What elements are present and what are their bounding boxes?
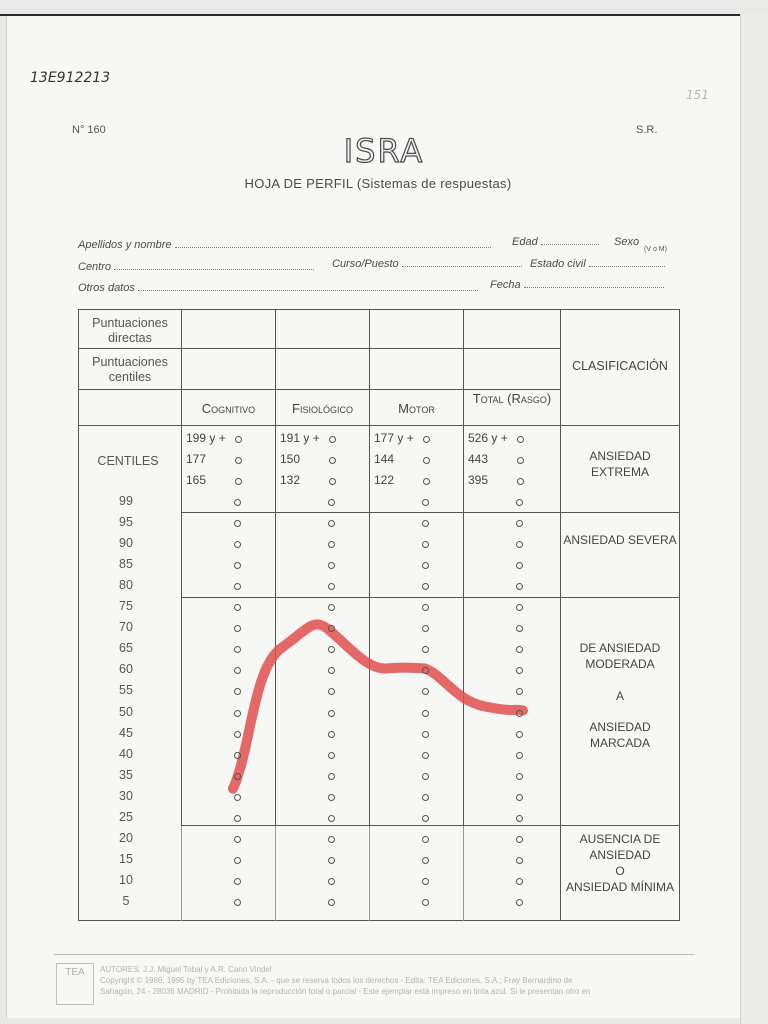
- age-label: Edad: [512, 236, 538, 248]
- class-to: A: [615, 689, 624, 703]
- name-label: Apellidos y nombre: [78, 239, 172, 251]
- scale-circle-cognitivo-35[interactable]: [234, 773, 241, 780]
- scale-circle-motor-50[interactable]: [422, 710, 429, 717]
- form-code: S.R.: [636, 124, 658, 136]
- profile-table: [78, 309, 680, 921]
- scale-circle-cognitivo-15[interactable]: [234, 857, 241, 864]
- raw-value-fisiologico-1: 150: [280, 452, 301, 466]
- centile-label-25: 25: [119, 809, 133, 824]
- centile-label-99: 99: [119, 494, 133, 508]
- column-total: Total (Rasgo): [472, 391, 552, 406]
- date-field[interactable]: [490, 279, 664, 291]
- scale-circle-total-raw-1[interactable]: [517, 457, 524, 464]
- scale-circle-fisiologico-50[interactable]: [328, 710, 335, 717]
- direct-scores-label: Puntuaciones directas: [92, 316, 168, 345]
- publisher-logo-text: TEA: [65, 967, 85, 978]
- raw-value-cognitivo-2: 165: [186, 473, 207, 487]
- scale-circle-cognitivo-10[interactable]: [234, 878, 241, 885]
- center-label: Centro: [78, 261, 112, 273]
- scale-circle-fisiologico-raw-1[interactable]: [329, 457, 336, 464]
- scale-circle-fisiologico-20[interactable]: [328, 836, 335, 843]
- civil-status-field[interactable]: [530, 258, 665, 270]
- scan-edge: [0, 14, 768, 16]
- centile-label-40: 40: [119, 746, 133, 761]
- scale-circle-cognitivo-raw-1[interactable]: [235, 457, 242, 464]
- scale-circle-motor-raw-2[interactable]: [423, 478, 430, 485]
- scale-circle-total-50[interactable]: [516, 710, 523, 717]
- centile-label-85: 85: [119, 557, 133, 572]
- column-cognitivo: Cognitivo: [201, 401, 256, 416]
- class-severe: ANSIEDAD SEVERA: [563, 533, 677, 547]
- class-absence: AUSENCIA DE ANSIEDAD: [579, 832, 661, 862]
- class-or: O: [615, 864, 625, 878]
- scale-circle-cognitivo-raw-0[interactable]: [235, 436, 242, 443]
- raw-value-total-0: 526 y +: [468, 431, 508, 445]
- handwritten-id: 13E912213: [30, 70, 111, 86]
- scale-circle-motor-30[interactable]: [422, 794, 429, 801]
- centiles-label: CENTILES: [97, 454, 159, 468]
- footer-authors: AUTORES: J.J. Miguel Tobal y A.R. Cano Vindel: [100, 965, 272, 974]
- raw-value-cognitivo-1: 177: [186, 452, 207, 466]
- handwritten-corner-note: 151: [686, 88, 709, 102]
- centile-label-20: 20: [119, 830, 133, 845]
- scale-circle-motor-25[interactable]: [422, 815, 429, 822]
- scale-circle-motor-95[interactable]: [422, 520, 429, 527]
- raw-value-motor-1: 144: [374, 452, 395, 466]
- page-subtitle: HOJA DE PERFIL (Sistemas de respuestas): [244, 176, 512, 191]
- course-field[interactable]: [332, 258, 522, 270]
- scale-circle-fisiologico-5[interactable]: [328, 899, 335, 906]
- footer-notice: Sahagún, 24 - 28036 MADRID - Prohibida la reproducción total o parcial - Este ejemplar está impreso en tinta azul. Si le presentan otro en: [100, 987, 591, 996]
- scale-circle-total-10[interactable]: [516, 878, 523, 885]
- scale-circle-fisiologico-15[interactable]: [328, 857, 335, 864]
- scale-circle-cognitivo-5[interactable]: [234, 899, 241, 906]
- scale-circle-cognitivo-30[interactable]: [234, 794, 241, 801]
- raw-value-fisiologico-0: 191 y +: [280, 431, 320, 445]
- column-motor: Motor: [398, 401, 435, 416]
- scale-circle-motor-raw-0[interactable]: [423, 436, 430, 443]
- centile-label-65: 65: [119, 641, 133, 656]
- scale-circle-motor-45[interactable]: [422, 731, 429, 738]
- footer-copyright: Copyright © 1986, 1995 by TEA Ediciones, S.A. - que se reserva todos los derechos - Edita: TEA Ediciones, S.A.; Fray Bernardino de: [100, 976, 573, 985]
- class-moderate: DE ANSIEDAD MODERADA: [579, 641, 661, 671]
- scale-circle-motor-raw-1[interactable]: [423, 457, 430, 464]
- scale-circle-cognitivo-50[interactable]: [234, 710, 241, 717]
- scale-circle-fisiologico-25[interactable]: [328, 815, 335, 822]
- course-label: Curso/Puesto: [332, 258, 399, 270]
- scale-circle-fisiologico-30[interactable]: [328, 794, 335, 801]
- sex-hint: (V o M): [644, 246, 667, 253]
- centile-label-15: 15: [119, 851, 133, 866]
- centile-scores-label: Puntuaciones centiles: [92, 355, 168, 384]
- scale-circle-total-raw-2[interactable]: [517, 478, 524, 485]
- date-label: Fecha: [490, 279, 521, 291]
- scale-circle-motor-35[interactable]: [422, 773, 429, 780]
- centile-label-5: 5: [122, 893, 130, 908]
- scale-circle-cognitivo-95[interactable]: [234, 520, 241, 527]
- raw-value-fisiologico-2: 132: [280, 473, 301, 487]
- scale-circle-cognitivo-45[interactable]: [234, 731, 241, 738]
- raw-value-cognitivo-0: 199 y +: [186, 431, 226, 445]
- centile-label-10: 10: [119, 872, 133, 887]
- scale-circle-total-99[interactable]: [516, 499, 523, 506]
- scale-circle-total-30[interactable]: [516, 794, 523, 801]
- profile-stroke: [233, 624, 523, 788]
- scale-circle-motor-40[interactable]: [422, 752, 429, 759]
- scale-circle-cognitivo-40[interactable]: [234, 752, 241, 759]
- scale-circle-total-45[interactable]: [516, 731, 523, 738]
- scale-circle-fisiologico-35[interactable]: [328, 773, 335, 780]
- footer-text: [100, 964, 700, 997]
- civil-status-label: Estado civil: [530, 258, 586, 270]
- centile-label-35: 35: [119, 767, 133, 782]
- scale-circle-cognitivo-25[interactable]: [234, 815, 241, 822]
- scale-circle-cognitivo-99[interactable]: [234, 499, 241, 506]
- scale-circle-cognitivo-raw-2[interactable]: [235, 478, 242, 485]
- classification-header: CLASIFICACIÓN: [572, 359, 668, 373]
- raw-value-motor-0: 177 y +: [374, 431, 414, 445]
- scale-circle-total-15[interactable]: [516, 857, 523, 864]
- scale-circle-fisiologico-40[interactable]: [328, 752, 335, 759]
- publisher-logo: [56, 963, 94, 1005]
- scale-circle-motor-20[interactable]: [422, 836, 429, 843]
- center-field[interactable]: [78, 261, 314, 273]
- page-title: ISRA: [343, 132, 425, 170]
- other-data-field[interactable]: [78, 282, 478, 294]
- scale-circle-fisiologico-raw-2[interactable]: [329, 478, 336, 485]
- class-marked: ANSIEDAD MARCADA: [589, 720, 651, 750]
- profile-line: [78, 309, 680, 921]
- raw-value-total-1: 443: [468, 452, 489, 466]
- centile-label-80: 80: [119, 578, 133, 593]
- scale-circle-total-20[interactable]: [516, 836, 523, 843]
- scale-circle-fisiologico-45[interactable]: [328, 731, 335, 738]
- scale-circle-total-5[interactable]: [516, 899, 523, 906]
- scale-circle-total-raw-0[interactable]: [517, 436, 524, 443]
- centile-label-70: 70: [119, 620, 133, 635]
- scale-circle-motor-15[interactable]: [422, 857, 429, 864]
- scale-circle-total-95[interactable]: [516, 520, 523, 527]
- scale-circle-fisiologico-10[interactable]: [328, 878, 335, 885]
- centile-label-30: 30: [119, 788, 133, 803]
- sex-label: Sexo: [614, 236, 640, 248]
- centile-label-60: 60: [119, 662, 133, 677]
- centile-label-75: 75: [119, 599, 133, 614]
- footer-rule: [54, 954, 694, 955]
- centile-label-95: 95: [119, 515, 133, 530]
- scale-circle-total-25[interactable]: [516, 815, 523, 822]
- column-fisiologico: Fisiológico: [292, 401, 353, 416]
- sex-field[interactable]: [614, 236, 639, 248]
- scale-circle-fisiologico-95[interactable]: [328, 520, 335, 527]
- scale-circle-fisiologico-99[interactable]: [328, 499, 335, 506]
- class-extreme: ANSIEDAD EXTREMA: [589, 449, 651, 479]
- raw-value-motor-2: 122: [374, 473, 395, 487]
- scale-circle-motor-99[interactable]: [422, 499, 429, 506]
- centile-label-55: 55: [119, 683, 133, 698]
- scale-circle-cognitivo-20[interactable]: [234, 836, 241, 843]
- centile-label-90: 90: [119, 536, 133, 551]
- name-field[interactable]: [78, 239, 491, 251]
- scale-circle-motor-10[interactable]: [422, 878, 429, 885]
- other-data-label: Otros datos: [78, 282, 135, 294]
- class-minimal: ANSIEDAD MÍNIMA: [565, 880, 674, 894]
- scale-circle-total-40[interactable]: [516, 752, 523, 759]
- scale-circle-total-35[interactable]: [516, 773, 523, 780]
- scale-circle-motor-5[interactable]: [422, 899, 429, 906]
- centile-label-50: 50: [119, 704, 133, 719]
- form-number: N° 160: [72, 124, 106, 136]
- raw-value-total-2: 395: [468, 473, 489, 487]
- centile-label-45: 45: [119, 725, 133, 740]
- scale-circle-fisiologico-raw-0[interactable]: [329, 436, 336, 443]
- age-field[interactable]: [512, 236, 599, 248]
